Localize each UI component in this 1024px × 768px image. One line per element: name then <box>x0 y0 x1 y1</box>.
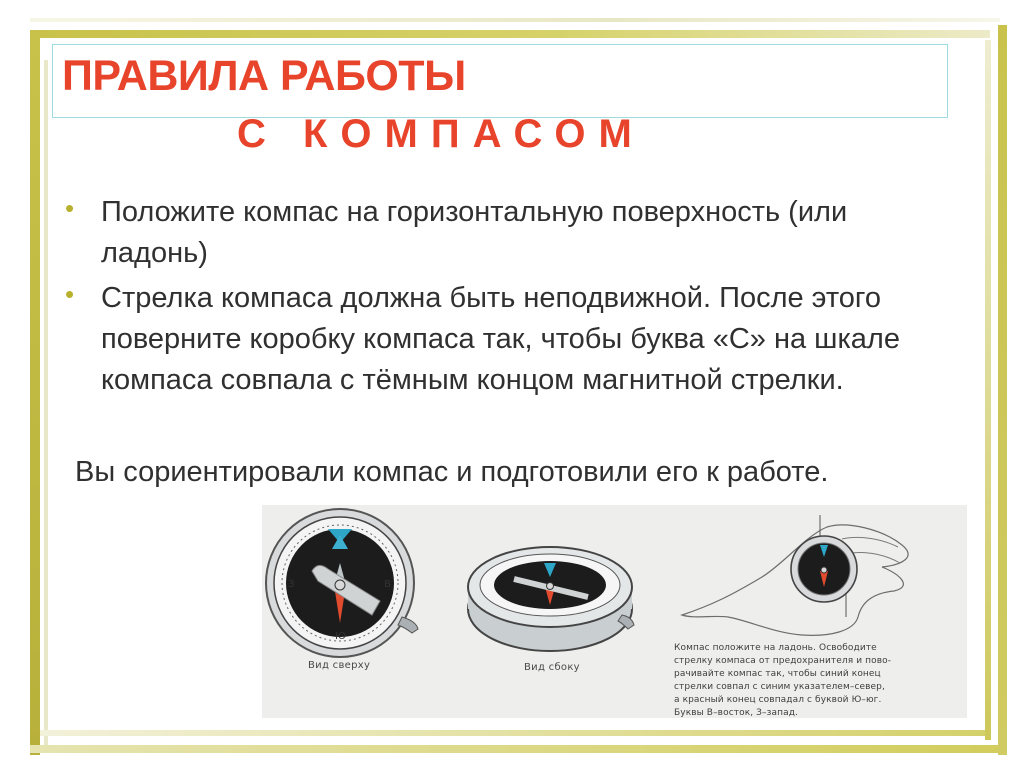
frame-bar-top <box>30 30 990 38</box>
frame-bar-right <box>998 25 1007 755</box>
frame-bar-left-thin <box>44 60 48 750</box>
slide-title: ПРАВИЛА РАБОТЫ <box>62 52 466 100</box>
note-line: рачивайте компас так, чтобы синий конец <box>674 669 881 679</box>
conclusion-text: Вы сориентировали компас и подготовили его к работе. <box>75 456 829 488</box>
dial-letter-east: В <box>384 579 391 590</box>
note-line: а красный конец совпадал с буквой Ю–юг. <box>674 695 882 705</box>
frame-bar-left <box>30 30 40 755</box>
bullet-text: Стрелка компаса должна быть неподвижной. После этого поверните коробку компаса так, чтобы буква «С» на шкале компаса совпала с тёмным концом магнитной стрелки. <box>101 282 900 396</box>
bullet-dot-icon: • <box>65 279 75 309</box>
frame-bar-top-thin <box>30 18 1000 22</box>
frame-bar-bottom-thin <box>40 730 990 736</box>
note-line: Буквы В–восток, З–запад. <box>674 708 799 718</box>
illustration-note <box>674 642 964 720</box>
bullet-text: Положите компас на горизонтальную поверхность (или ладонь) <box>101 196 848 269</box>
bullet-dot-icon: • <box>65 193 75 223</box>
compass-side-view-icon <box>468 547 634 651</box>
dial-letter-west: З <box>288 579 295 590</box>
caption-top-view: Вид сверху <box>308 660 371 671</box>
bullet-item <box>60 192 940 274</box>
caption-side-view: Вид сбоку <box>524 662 580 673</box>
bullet-list <box>60 192 940 405</box>
frame-bar-right-thin <box>985 40 991 740</box>
note-line: стрелку компаса от предохранителя и пово- <box>674 656 892 666</box>
compass-on-palm-icon <box>682 515 908 635</box>
bullet-item <box>60 278 940 401</box>
dial-letter-south: Ю <box>335 631 346 642</box>
note-line: Компас положите на ладонь. Освободите <box>674 643 877 653</box>
frame-bar-bottom <box>30 745 1000 753</box>
note-line: стрелки совпал с синим указателем–север, <box>674 682 885 692</box>
compass-illustration <box>262 505 967 718</box>
compass-top-view-icon <box>266 509 418 657</box>
slide-subtitle: С КОМПАСОМ <box>237 112 645 156</box>
